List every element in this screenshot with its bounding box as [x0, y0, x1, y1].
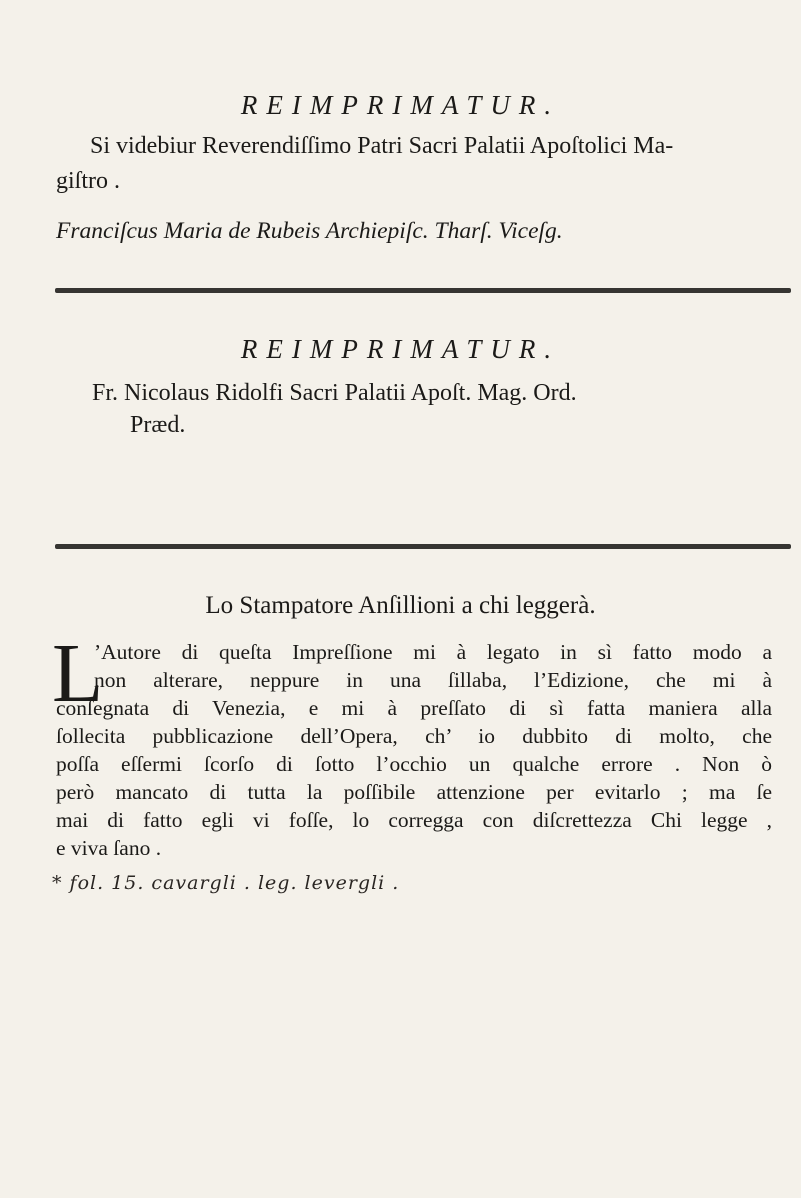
- notice-line-3: conſegnata di Venezia, e mi à preſſato di sì fatta maniera alla: [56, 696, 772, 720]
- handwritten-correction-note: * fol. 15. cavargli . leg. levergli .: [52, 872, 400, 894]
- notice-line-6: però mancato di tutta la poſſibile attenzione per evitarlo ; ma ſe: [56, 780, 772, 804]
- notice-line-7: mai di fatto egli vi foſſe, lo corregga con diſcrettezza Chi legge ,: [56, 808, 772, 832]
- notice-line-4: ſollecita pubblicazione dell’Opera, ch’ io dubbito di molto, che: [56, 724, 772, 748]
- imprimatur-2-text-line-2: Præd.: [130, 412, 186, 438]
- imprimatur-heading-2: REIMPRIMATUR.: [240, 334, 561, 364]
- imprimatur-1-signature: Franciſcus Maria de Rubeis Archiepiſc. Tharſ. Viceſg.: [56, 218, 563, 244]
- notice-title: Lo Stampatore Anſillioni a chi leggerà.: [205, 592, 596, 619]
- notice-line-1: ’Autore di queſta Impreſſione mi à legato in sì fatto modo a: [94, 640, 772, 664]
- notice-line-5: poſſa eſſermi ſcorſo di ſotto l’occhio un qualche errore . Non ò: [56, 752, 772, 776]
- imprimatur-1-text-line-2: giſtro .: [56, 168, 120, 194]
- notice-line-2: non alterare, neppure in una ſillaba, l’Edizione, che mi à: [94, 668, 772, 692]
- divider-rule-1: [55, 288, 791, 293]
- imprimatur-1-text-line-1: Si videbiur Reverendiſſimo Patri Sacri Palatii Apoſtolici Ma-: [90, 133, 674, 159]
- imprimatur-2-text-line-1: Fr. Nicolaus Ridolfi Sacri Palatii Apoſt. Mag. Ord.: [92, 380, 577, 406]
- notice-line-8: e viva ſano .: [56, 836, 162, 860]
- imprimatur-heading-1: REIMPRIMATUR.: [240, 90, 561, 120]
- drop-cap-letter: L: [52, 627, 104, 720]
- divider-rule-2: [55, 544, 791, 549]
